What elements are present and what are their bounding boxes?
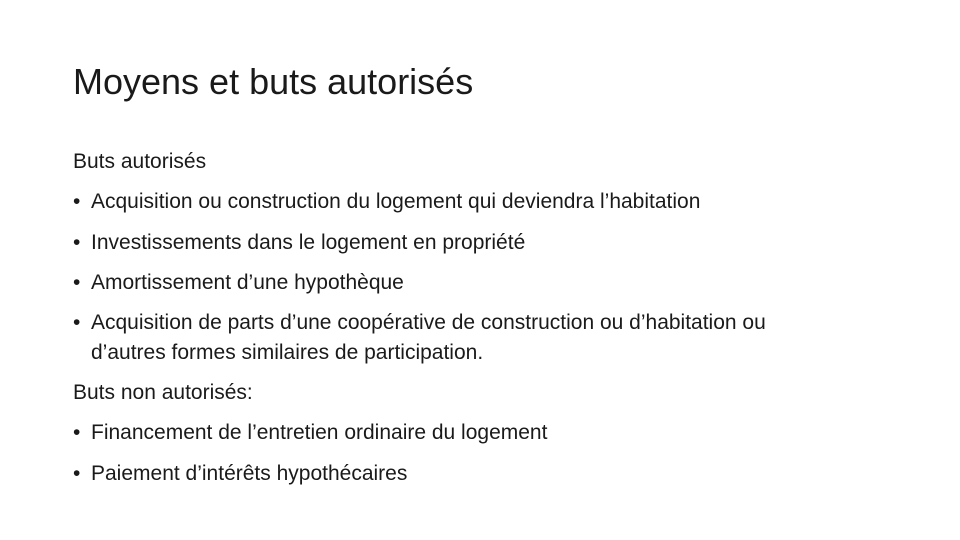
list-item: [73, 223, 913, 263]
bullet-icon: •: [73, 270, 81, 294]
section-heading-not-authorized: Buts non autorisés:: [73, 381, 253, 405]
bullet-icon: •: [73, 230, 81, 254]
list-item-text: Acquisition de parts d’une coopérative de construction ou d’habitation ou d’autres formes similaires de participation.: [91, 311, 766, 365]
section-heading-authorized: Buts autorisés: [73, 150, 207, 173]
list-item: [73, 454, 913, 494]
bullet-icon: •: [73, 311, 81, 335]
list-item-text: Investissements dans le logement en propriété: [91, 230, 526, 254]
slide-title: Moyens et buts autorisés: [73, 61, 474, 102]
list-item-text: Acquisition ou construction du logement qui deviendra l’habitation: [91, 190, 701, 214]
bullet-icon: •: [73, 190, 81, 214]
list-item: [73, 303, 913, 373]
list-item-text: Amortissement d’une hypothèque: [91, 270, 404, 294]
list-item: [73, 182, 913, 222]
list-item: [73, 263, 913, 303]
slide-body: [73, 142, 913, 494]
list-item-text: Financement de l’entretien ordinaire du logement: [91, 421, 548, 445]
list-item: [73, 413, 913, 453]
bullet-icon: •: [73, 421, 81, 445]
bullet-icon: •: [73, 461, 81, 485]
list-item-text: Paiement d’intérêts hypothécaires: [91, 461, 408, 485]
